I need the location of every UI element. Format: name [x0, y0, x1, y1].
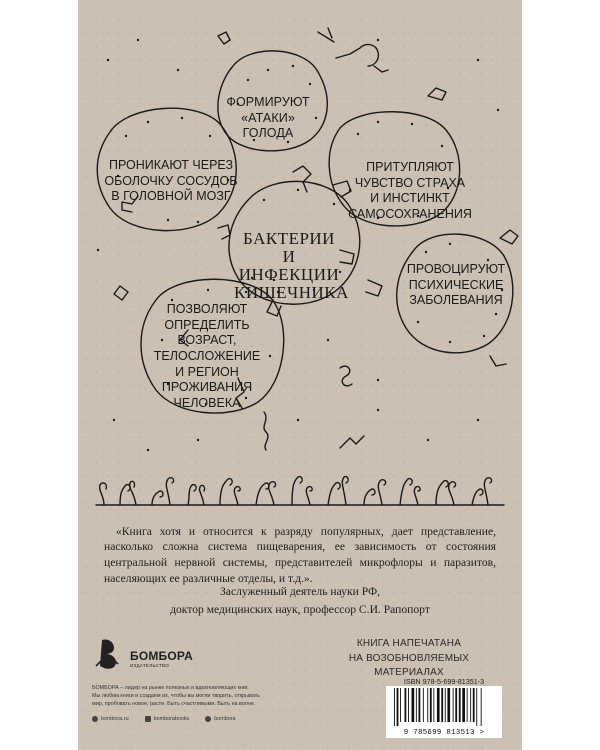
publisher-name: БОМБОРА [130, 649, 193, 663]
reviewer-name: доктор медицинских наук, профессор С.И. Рапопорт [170, 603, 430, 616]
sprouts [100, 477, 492, 505]
eco-line: НА ВОЗОБНОВЛЯЕМЫХ МАТЕРИАЛАХ [348, 652, 470, 678]
effect-line: ПРИТУПЛЯЮТ [366, 160, 454, 174]
effect-line: ПСИХИЧЕСКИЕ [408, 277, 504, 292]
center-line: КИШЕЧНИКА [234, 282, 349, 302]
barcode-bar [405, 688, 407, 722]
globe-icon [92, 716, 98, 722]
center-line: БАКТЕРИИ [243, 229, 335, 248]
effect-line: ПОЗВОЛЯЮТ [166, 302, 248, 316]
barcode-bar [453, 688, 454, 722]
social-link-site[interactable]: bombora.ru [92, 716, 129, 722]
blurb-line: БОМБОРА – лидер на рынке полезных и вдохновляющих книг. [92, 685, 249, 691]
barcode-number: 9 785699 813513 > [403, 729, 485, 737]
handle-icon [490, 356, 506, 366]
barcode-bar [467, 688, 468, 722]
center-title [234, 229, 349, 302]
barcode-bar [470, 688, 471, 722]
telegram-icon [205, 716, 211, 722]
effect-line: ПРОНИКАЮТ ЧЕРЕЗ [108, 158, 234, 172]
blurb-line: мир, пробовать новое, расти. Быть счастливыми. Быть на волне. [92, 700, 256, 707]
isbn-label: ISBN 978-5-699-81351-3 [403, 677, 485, 686]
barcode-bar [430, 688, 432, 722]
effect-line: ГОЛОДА [242, 126, 294, 141]
effect-line: ЗАБОЛЕВАНИЯ [409, 293, 503, 308]
reviewer-title: Заслуженный деятель науки РФ, [220, 585, 380, 598]
barcode-bar [423, 688, 424, 722]
barcode-bar [476, 688, 477, 726]
handle-icon [500, 230, 518, 244]
publisher-logo [92, 636, 193, 672]
barcode-bar [473, 688, 475, 722]
effect-line: ОПРЕДЕЛИТЬ ВОЗРАСТ, [164, 317, 250, 348]
barcode-bar [400, 688, 401, 722]
effect-line: ЧУВСТВО СТРАХА [354, 175, 466, 190]
barcode-bar [419, 688, 421, 722]
social-link-vk[interactable]: bomborabooks [145, 716, 190, 722]
effect-fear-text [340, 160, 480, 223]
connector-icon [218, 225, 230, 239]
barcode-bar [412, 688, 415, 722]
effect-line: И РЕГИОН [175, 364, 239, 379]
barcode-bar [447, 688, 450, 722]
barcode-bar [459, 688, 461, 722]
bug-creature-icon [336, 45, 388, 72]
effect-line: И ИНСТИНКТ [370, 191, 450, 206]
effect-age-text [142, 302, 272, 411]
social-link-telegram[interactable]: bombora [205, 716, 235, 722]
effect-line: «АТАКИ» [241, 110, 295, 125]
barcode-bars [386, 686, 502, 728]
effect-line: ТЕЛОСЛОЖЕНИЕ [153, 348, 261, 363]
effect-hunger-text [203, 95, 333, 142]
handle-icon [218, 32, 230, 44]
barcode-bar [394, 688, 395, 726]
barcode-bar [481, 688, 482, 726]
effect-line: ПРОВОЦИРУЮТ [406, 262, 506, 276]
connector-icon [366, 280, 382, 296]
effect-line: В ГОЛОВНОЙ МОЗГ [111, 189, 231, 204]
review-quote: «Книга хотя и относится к разряду популярных, дает представление, насколько сложна система пищеварения, ее зависимость от состояния центральной нервной системы, представителей микрофлоры и паразитов, населяющих ее различные отделы, и т.д.». [104, 524, 496, 586]
barcode-bar [455, 688, 457, 722]
effect-mental-text [396, 262, 516, 309]
book-back-cover [78, 0, 522, 750]
handle-icon [114, 286, 128, 300]
effect-brain-text [96, 158, 246, 205]
eco-note [314, 637, 504, 681]
effect-line: ЧЕЛОВЕКА [173, 395, 241, 410]
bombora-logo-icon [92, 636, 126, 672]
barcode-bar [441, 688, 443, 722]
barcode-bar [437, 688, 440, 722]
publisher-subtitle: ИЗДАТЕЛЬСТВО [130, 663, 170, 668]
publisher-socials [92, 716, 342, 722]
effect-line: ОБОЛОЧКУ СОСУДОВ [104, 173, 238, 188]
isbn-barcode [386, 686, 502, 738]
arrow-bug-icon [340, 436, 364, 448]
vk-icon [145, 716, 151, 722]
barcode-bar [408, 688, 409, 722]
squiggle-icon [340, 366, 352, 386]
connector-icon [293, 166, 311, 192]
handle-icon [428, 88, 446, 100]
effect-line: ПРОЖИВАНИЯ [161, 380, 253, 395]
barcode-bar [416, 688, 417, 722]
barcode-bar [462, 688, 465, 722]
barcode-bar [427, 688, 428, 722]
effect-line: ФОРМИРУЮТ [226, 95, 310, 109]
blurb-line: Мы любим книги и создаем их, чтобы вы могли творить, открывать [92, 692, 260, 699]
center-line: И ИНФЕКЦИИ [238, 246, 340, 284]
publisher-blurb [92, 685, 328, 708]
barcode-bar [397, 688, 399, 726]
barcode-bar [445, 688, 446, 722]
eco-line: КНИГА НАПЕЧАТАНА [356, 638, 462, 649]
barcode-bar [433, 688, 434, 722]
effect-line: САМОСОХРАНЕНИЯ [348, 206, 472, 221]
squiggle-icon [264, 412, 268, 450]
